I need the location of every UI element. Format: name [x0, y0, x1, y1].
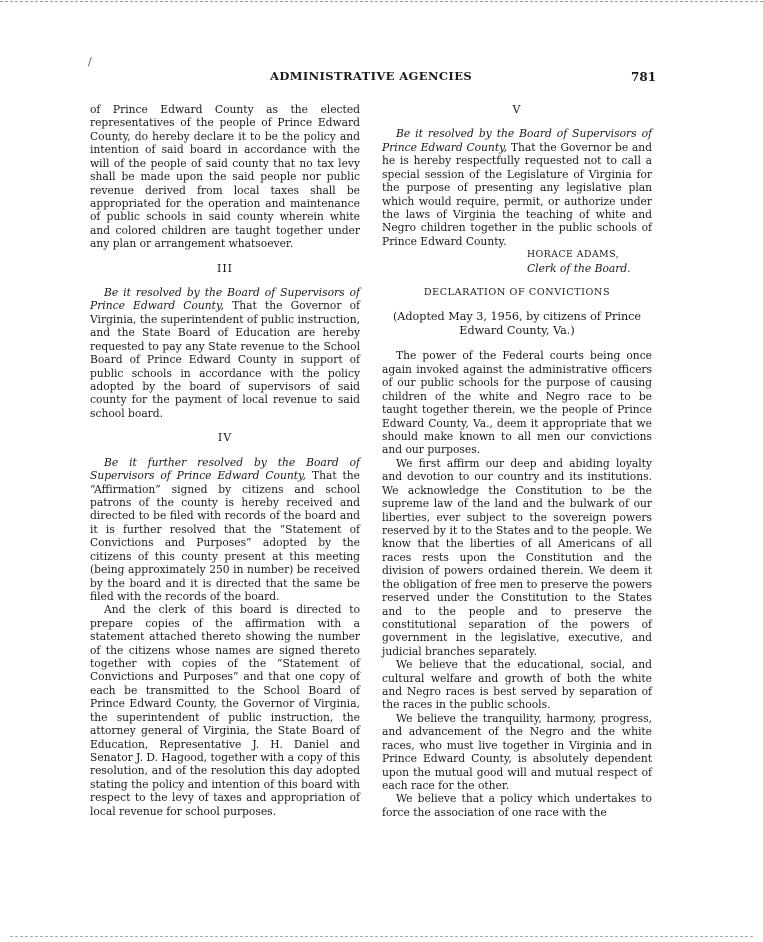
paragraph-tranquility: We believe the tranquility, harmony, progress, and advancement of the Negro and the white races, who must live together in Virginia and in Prince Edward County, is absolutely dependent upon the mutual good will and mutual respect of each race for the other. — [382, 711, 652, 792]
right-column — [382, 103, 652, 819]
top-dashed-rule — [0, 1, 763, 2]
paragraph-section-iii — [90, 286, 360, 420]
paragraph-section-iv — [90, 456, 360, 604]
resolution-lead-iv: Be it further resolved by the Board of Supervisors of Prince Edward County, — [90, 455, 360, 483]
section-number-iii: III — [216, 261, 234, 275]
signature-title: Clerk of the Board. — [527, 261, 631, 275]
section-number-iv: IV — [217, 431, 233, 445]
adopted-note: (Adopted May 3, 1956, by citizens of Prince Edward County, Va.) — [392, 310, 642, 338]
paragraph-clerk-directive: And the clerk of this board is directed to prepare copies of the affirmation with a statement attached thereto showing the number of the citizens whose names are signed thereto together with copies of the “Statement of Convictions and Purposes” and that one copy of each be transmitted to the School Board of Prince Edward County, the Governor of Virginia, the superintendent of public instruction, the attorney general of Virginia, the State Board of Education, Representative J. H. Daniel and Senator J. D. Hagood, together with a copy of this resolution, and of the resolution this day adopted stating the policy and intention of this board with respect to the levy of taxes and appropriation of local revenue for school purposes. — [90, 603, 360, 818]
paragraph-section-v — [382, 127, 652, 248]
section-number-v: V — [512, 103, 522, 116]
running-head: ADMINISTRATIVE AGENCIES — [270, 69, 473, 83]
resolution-text-v: That the Governor be and he is hereby respectfully requested not to call a special session of the Legislature of Virginia for the purpose of presenting any legislative plan which would require, permit, or authorize under the laws of Virginia the teaching of white and Negro children together in the public schools of Prince Edward County. — [382, 140, 652, 248]
left-column — [90, 103, 360, 818]
paragraph-policy-continuation: of Prince Edward County as the elected representatives of the people of Prince Edward County, do hereby declare it to be the policy and intention of said board in accordance with the will of the people of said county that no tax levy shall be made upon the said people nor public revenue derived from local taxes shall be appropriated for the operation and maintenance of public schools in said county wherein white and colored children are taught together under any plan or arrangement whatsoever. — [90, 103, 360, 251]
resolution-text-iii: That the Governor of Virginia, the superintendent of public instruction, and the State Board of Education are hereby requested to pay any State revenue to the School Board of Prince Edward County in support of public schools in accordance with the policy adopted by the board of supervisors of said county for the payment of local revenue to said school board. — [90, 299, 360, 420]
page-number: 781 — [631, 70, 657, 84]
bottom-dashed-rule — [10, 936, 753, 937]
declaration-heading: DECLARATION OF CONVICTIONS — [423, 287, 611, 299]
stray-mark: / — [88, 55, 92, 68]
resolution-text-iv: That the “Affirmation” signed by citizens and school patrons of the county is hereby received and directed to be filed with records of the board and it is further resolved that the “Statement of Convictions and Purposes” adopted by the citizens of this county present at this meeting (being approximately 250 in number) be received by the board and it is directed that the same be filed with the records of the board. — [90, 469, 360, 603]
paragraph-affirmation: We first affirm our deep and abiding loyalty and devotion to our country and its institutions. We acknowledge the Constitution to be the supreme law of the land and the bulwark of our liberties, ever subject to the sovereign powers reserved by it to the States and to the people. We know that the liberties of all Americans of all races rests upon the Constitution and the division of powers ordained therein. We deem it the obligation of free men to preserve the powers reserved under the Constitution to the States and to the people and to preserve the constitutional separation of the powers of government in the legislative, executive, and judicial branches separately. — [382, 456, 652, 658]
paragraph-federal-power: The power of the Federal courts being once again invoked against the administrative officers of our public schools for the purpose of causing children of the white and Negro race to be taught together therein, we the people of Prince Edward County, Va., deem it appropriate that we should make known to all men our convictions and our purposes. — [382, 349, 652, 457]
paragraph-policy-forced-association: We believe that a policy which undertakes to force the association of one race with the — [382, 792, 652, 819]
resolution-lead-v: Be it resolved by the Board of Supervisors of Prince Edward County, — [382, 127, 652, 154]
paragraph-educational-welfare: We believe that the educational, social, and cultural welfare and growth of both the white and Negro races is best served by separation of the races in the public schools. — [382, 658, 652, 712]
signature-name: HORACE ADAMS, — [527, 249, 620, 261]
resolution-lead-iii: Be it resolved by the Board of Supervisors of Prince Edward County, — [90, 286, 360, 313]
